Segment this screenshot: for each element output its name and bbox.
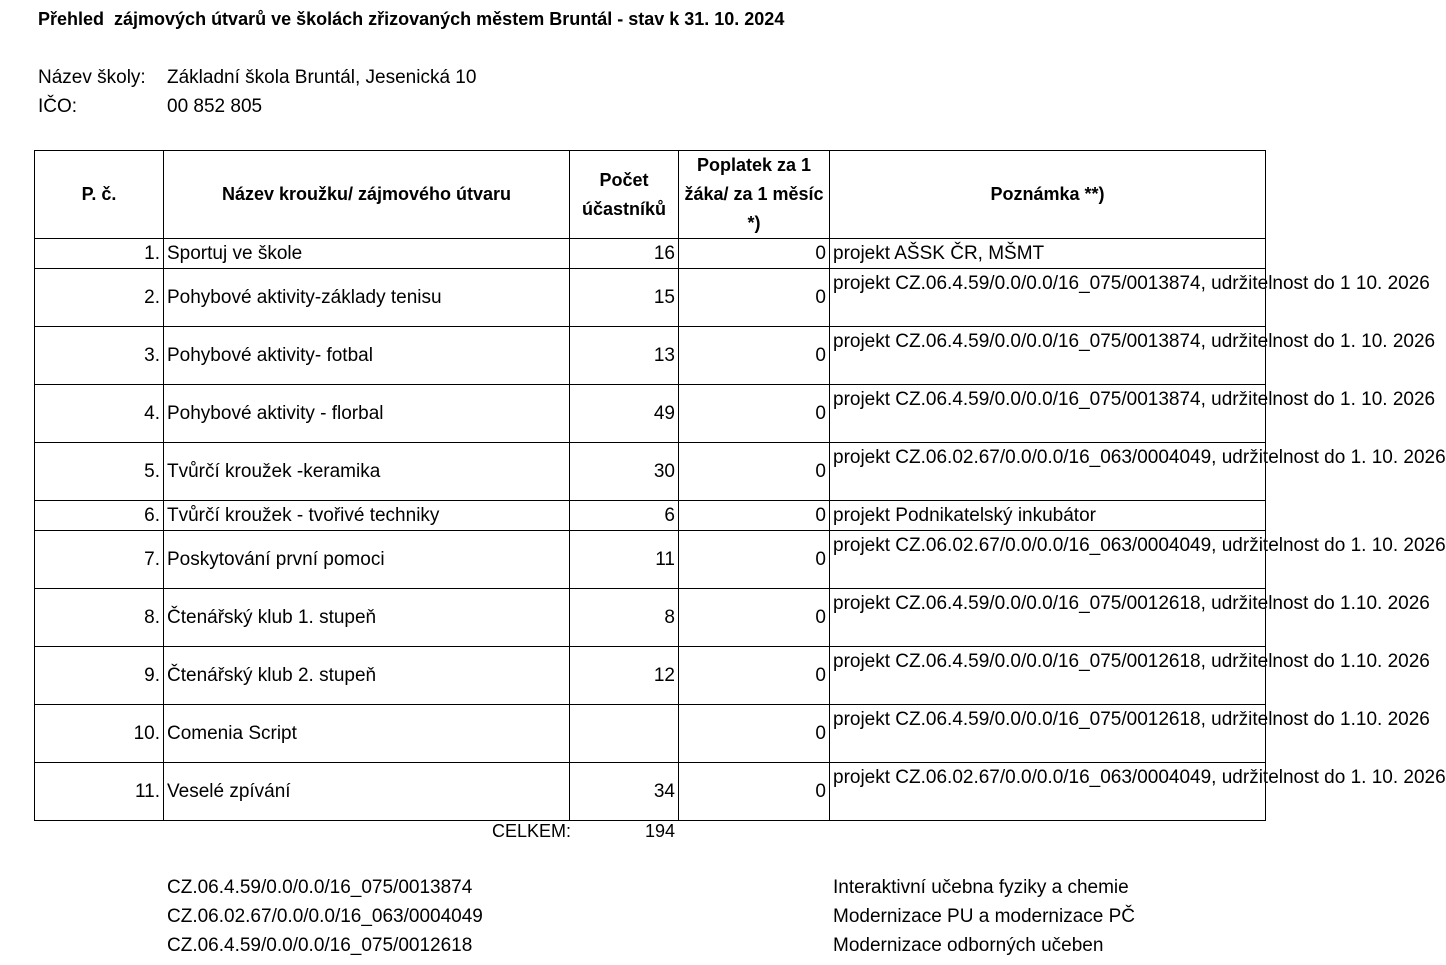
cell-count: 34 <box>570 763 679 821</box>
table-row <box>35 705 1266 763</box>
cell-name: Tvůrčí kroužek - tvořivé techniky <box>164 501 570 531</box>
cell-name: Tvůrčí kroužek -keramika <box>164 443 570 501</box>
table-row <box>35 385 1266 443</box>
legend-description: Interaktivní učebna fyziky a chemie <box>833 877 1129 898</box>
cell-name: Veselé zpívání <box>164 763 570 821</box>
cell-fee: 0 <box>679 385 830 443</box>
cell-note: projekt CZ.06.4.59/0.0/0.0/16_075/0012618, udržitelnost do 1.10. 2026 <box>830 647 1266 705</box>
cell-pc: 4. <box>35 385 164 443</box>
cell-fee: 0 <box>679 531 830 589</box>
table-row <box>35 647 1266 705</box>
cell-name: Poskytování první pomoci <box>164 531 570 589</box>
total-label: CELKEM: <box>492 821 572 841</box>
cell-fee: 0 <box>679 705 830 763</box>
cell-fee: 0 <box>679 501 830 531</box>
header-name: Název kroužku/ zájmového útvaru <box>164 151 570 239</box>
cell-note: projekt CZ.06.02.67/0.0/0.0/16_063/0004049, udržitelnost do 1. 10. 2026 <box>830 763 1266 821</box>
cell-fee: 0 <box>679 589 830 647</box>
cell-count: 6 <box>570 501 679 531</box>
cell-fee: 0 <box>679 443 830 501</box>
cell-name: Čtenářský klub 1. stupeň <box>164 589 570 647</box>
legend-code: CZ.06.02.67/0.0/0.0/16_063/0004049 <box>167 906 483 927</box>
cell-pc: 7. <box>35 531 164 589</box>
table-row <box>35 443 1266 501</box>
legend-row <box>0 906 1288 935</box>
cell-name: Pohybové aktivity-základy tenisu <box>164 269 570 327</box>
table-body <box>35 239 1446 821</box>
cell-note: projekt CZ.06.02.67/0.0/0.0/16_063/0004049, udržitelnost do 1. 10. 2026 <box>830 443 1266 501</box>
table-row <box>35 239 1266 269</box>
cell-pc: 5. <box>35 443 164 501</box>
cell-pc: 9. <box>35 647 164 705</box>
cell-count: 30 <box>570 443 679 501</box>
cell-name: Pohybové aktivity - florbal <box>164 385 570 443</box>
cell-fee: 0 <box>679 327 830 385</box>
cell-pc: 10. <box>35 705 164 763</box>
cell-name: Pohybové aktivity- fotbal <box>164 327 570 385</box>
legend-description: Modernizace PU a modernizace PČ <box>833 906 1136 927</box>
cell-fee: 0 <box>679 647 830 705</box>
school-ico-label: IČO: <box>38 96 78 117</box>
table-row <box>35 589 1266 647</box>
cell-pc: 3. <box>35 327 164 385</box>
cell-count <box>570 705 679 763</box>
total-value: 194 <box>644 821 675 841</box>
cell-pc: 11. <box>35 763 164 821</box>
school-name-label: Název školy: <box>38 67 146 88</box>
school-name-value: Základní škola Bruntál, Jesenická 10 <box>167 67 477 88</box>
cell-name: Comenia Script <box>164 705 570 763</box>
cell-fee: 0 <box>679 763 830 821</box>
cell-note: projekt CZ.06.4.59/0.0/0.0/16_075/0013874, udržitelnost do 1. 10. 2026 <box>830 327 1266 385</box>
cell-name: Sportuj ve škole <box>164 239 570 269</box>
cell-name: Čtenářský klub 2. stupeň <box>164 647 570 705</box>
table-row <box>35 501 1266 531</box>
header-note: Poznámka **) <box>830 151 1266 239</box>
cell-pc: 1. <box>35 239 164 269</box>
cell-fee: 0 <box>679 269 830 327</box>
cell-fee: 0 <box>679 239 830 269</box>
cell-note: projekt CZ.06.4.59/0.0/0.0/16_075/0013874, udržitelnost do 1. 10. 2026 <box>830 385 1266 443</box>
cell-count: 11 <box>570 531 679 589</box>
legend-row <box>0 877 1288 906</box>
cell-pc: 2. <box>35 269 164 327</box>
cell-pc: 8. <box>35 589 164 647</box>
header-count: Počet účastníků <box>570 151 679 239</box>
cell-note: projekt CZ.06.4.59/0.0/0.0/16_075/0013874, udržitelnost do 1 10. 2026 <box>830 269 1266 327</box>
table-row <box>35 763 1266 821</box>
cell-count: 13 <box>570 327 679 385</box>
table-row <box>35 327 1266 385</box>
cell-count: 12 <box>570 647 679 705</box>
cell-count: 15 <box>570 269 679 327</box>
cell-count: 49 <box>570 385 679 443</box>
activities-table <box>34 150 1446 821</box>
table-row <box>35 531 1266 589</box>
header-fee: Poplatek za 1 žáka/ za 1 měsíc *) <box>679 151 830 239</box>
legend-code: CZ.06.4.59/0.0/0.0/16_075/0013874 <box>167 877 473 898</box>
cell-note: projekt AŠSK ČR, MŠMT <box>830 239 1266 269</box>
cell-note: projekt CZ.06.02.67/0.0/0.0/16_063/0004049, udržitelnost do 1. 10. 2026 <box>830 531 1266 589</box>
cell-note: projekt Podnikatelský inkubátor <box>830 501 1266 531</box>
header-pc: P. č. <box>35 151 164 239</box>
cell-note: projekt CZ.06.4.59/0.0/0.0/16_075/0012618, udržitelnost do 1.10. 2026 <box>830 589 1266 647</box>
cell-note: projekt CZ.06.4.59/0.0/0.0/16_075/0012618, udržitelnost do 1.10. 2026 <box>830 705 1266 763</box>
table-header-row <box>35 151 1266 239</box>
page-title: Přehled zájmových útvarů ve školách zřizovaných městem Bruntál - stav k 31. 10. 2024 <box>38 9 785 29</box>
cell-count: 8 <box>570 589 679 647</box>
table-row <box>35 269 1266 327</box>
legend-row <box>0 935 1288 964</box>
legend-code: CZ.06.4.59/0.0/0.0/16_075/0012618 <box>167 935 473 956</box>
cell-pc: 6. <box>35 501 164 531</box>
cell-count: 16 <box>570 239 679 269</box>
school-ico-value: 00 852 805 <box>167 96 263 117</box>
legend-description: Modernizace odborných učeben <box>833 935 1104 956</box>
